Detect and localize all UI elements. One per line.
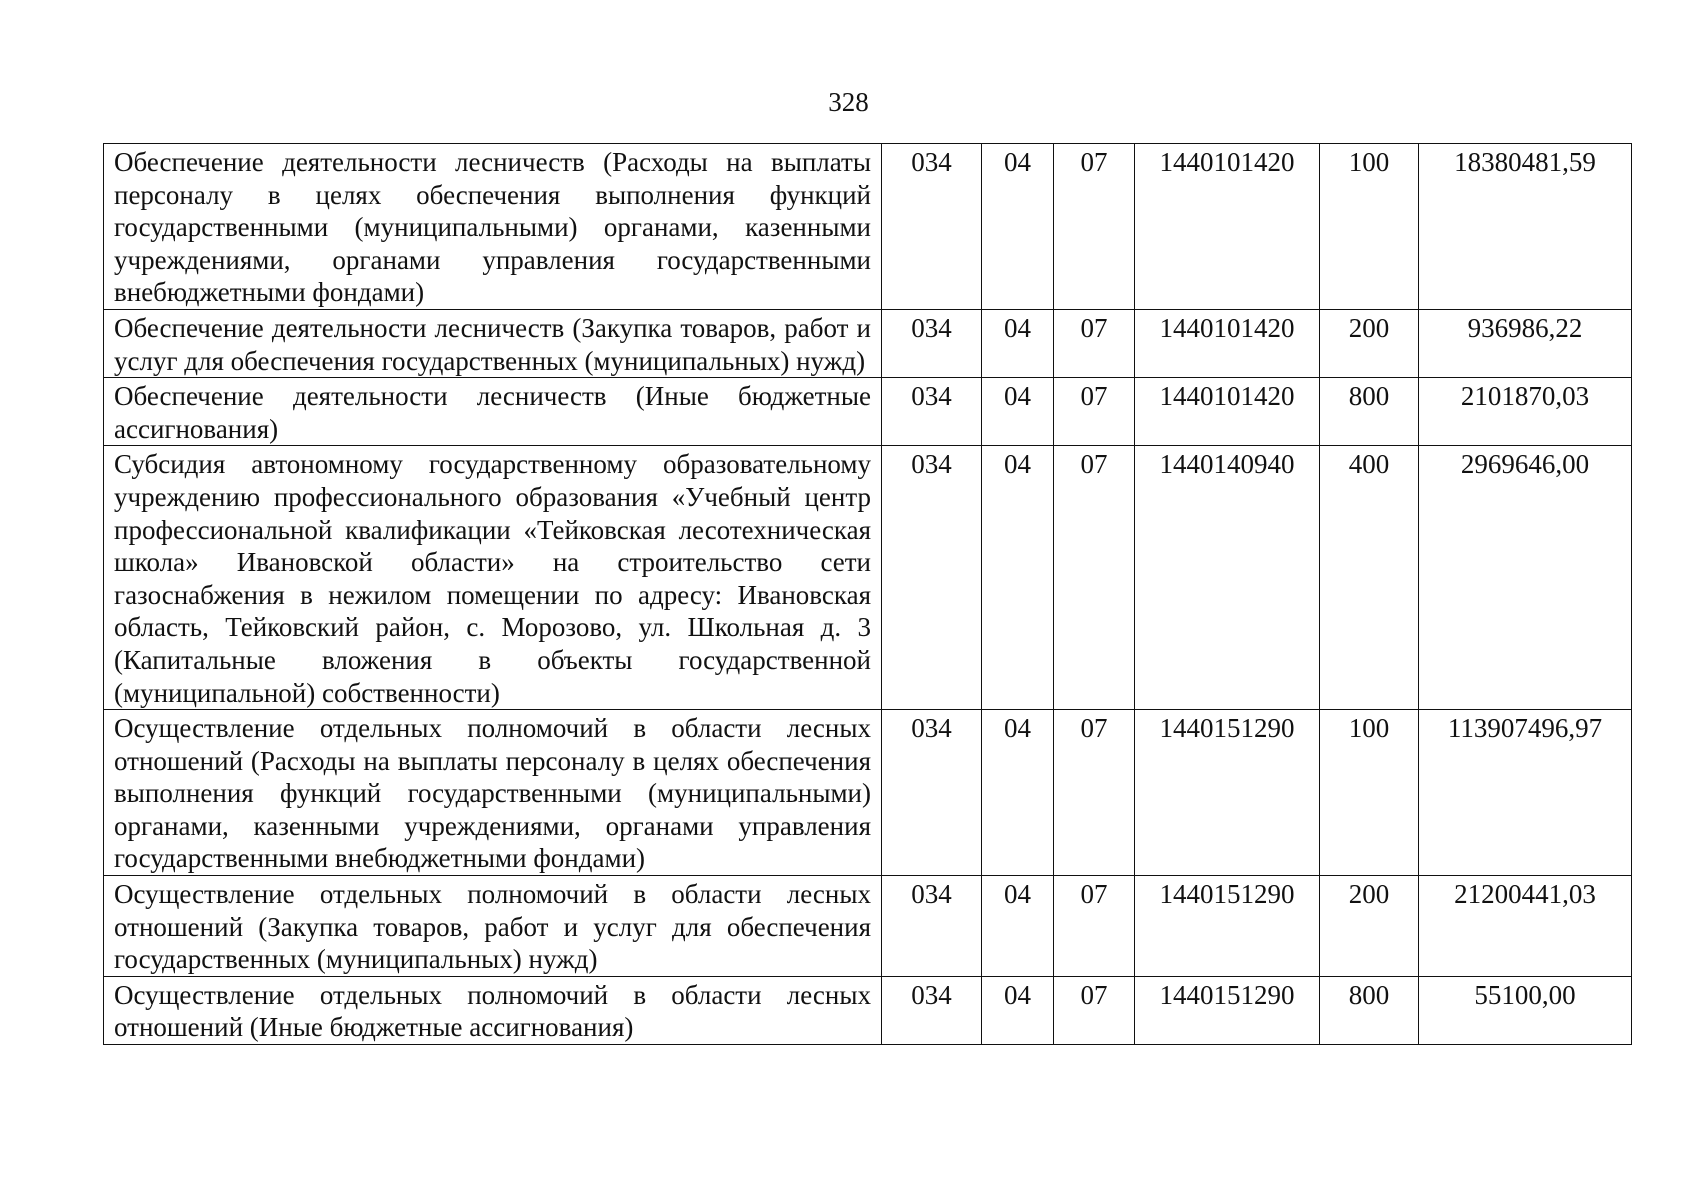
section-code: 04 <box>982 710 1054 876</box>
amount: 2101870,03 <box>1419 378 1632 446</box>
amount: 55100,00 <box>1419 976 1632 1044</box>
subsection-code: 07 <box>1054 309 1135 377</box>
expense-type-code: 100 <box>1320 710 1419 876</box>
subsection-code: 07 <box>1054 446 1135 710</box>
row-description: Субсидия автономному государственному образовательному учреждению профессионального образования «Учебный центр профессиональной квалификации «Тейковская лесотехническая школа» Ивановской области» на строительство сети газоснабжения в нежилом помещении по адресу: Ивановская область, Тейковский район, с. Морозово, ул. Школьная д. 3 (Капитальные вложения в объекты государственной (муниципальной) собственности) <box>104 446 882 710</box>
target-article-code: 1440151290 <box>1135 976 1320 1044</box>
table-row <box>104 876 1632 977</box>
section-code: 04 <box>982 976 1054 1044</box>
ministry-code: 034 <box>882 710 982 876</box>
amount: 2969646,00 <box>1419 446 1632 710</box>
amount: 936986,22 <box>1419 309 1632 377</box>
ministry-code: 034 <box>882 446 982 710</box>
target-article-code: 1440101420 <box>1135 309 1320 377</box>
page-number: 328 <box>828 87 869 117</box>
section-code: 04 <box>982 144 1054 310</box>
table-row <box>104 976 1632 1044</box>
ministry-code: 034 <box>882 976 982 1044</box>
expense-type-code: 800 <box>1320 378 1419 446</box>
budget-table <box>103 143 1632 1045</box>
row-description: Осуществление отдельных полномочий в области лесных отношений (Закупка товаров, работ и услуг для обеспечения государственных (муниципальных) нужд) <box>104 876 882 977</box>
target-article-code: 1440140940 <box>1135 446 1320 710</box>
amount: 21200441,03 <box>1419 876 1632 977</box>
subsection-code: 07 <box>1054 378 1135 446</box>
target-article-code: 1440151290 <box>1135 876 1320 977</box>
subsection-code: 07 <box>1054 144 1135 310</box>
expense-type-code: 400 <box>1320 446 1419 710</box>
target-article-code: 1440151290 <box>1135 710 1320 876</box>
row-description: Осуществление отдельных полномочий в области лесных отношений (Иные бюджетные ассигнования) <box>104 976 882 1044</box>
amount: 18380481,59 <box>1419 144 1632 310</box>
table-row <box>104 144 1632 310</box>
ministry-code: 034 <box>882 309 982 377</box>
section-code: 04 <box>982 876 1054 977</box>
ministry-code: 034 <box>882 876 982 977</box>
table-row <box>104 378 1632 446</box>
section-code: 04 <box>982 378 1054 446</box>
subsection-code: 07 <box>1054 976 1135 1044</box>
ministry-code: 034 <box>882 144 982 310</box>
table-row <box>104 309 1632 377</box>
expense-type-code: 200 <box>1320 309 1419 377</box>
amount: 113907496,97 <box>1419 710 1632 876</box>
target-article-code: 1440101420 <box>1135 144 1320 310</box>
row-description: Обеспечение деятельности лесничеств (Закупка товаров, работ и услуг для обеспечения государственных (муниципальных) нужд) <box>104 309 882 377</box>
ministry-code: 034 <box>882 378 982 446</box>
subsection-code: 07 <box>1054 710 1135 876</box>
section-code: 04 <box>982 309 1054 377</box>
section-code: 04 <box>982 446 1054 710</box>
row-description: Обеспечение деятельности лесничеств (Иные бюджетные ассигнования) <box>104 378 882 446</box>
table-row <box>104 446 1632 710</box>
row-description: Обеспечение деятельности лесничеств (Расходы на выплаты персоналу в целях обеспечения выполнения функций государственными (муниципальными) органами, казенными учреждениями, органами управления государственными внебюджетными фондами) <box>104 144 882 310</box>
target-article-code: 1440101420 <box>1135 378 1320 446</box>
expense-type-code: 800 <box>1320 976 1419 1044</box>
table-row <box>104 710 1632 876</box>
subsection-code: 07 <box>1054 876 1135 977</box>
expense-type-code: 100 <box>1320 144 1419 310</box>
expense-type-code: 200 <box>1320 876 1419 977</box>
row-description: Осуществление отдельных полномочий в области лесных отношений (Расходы на выплаты персоналу в целях обеспечения выполнения функций государственными (муниципальными) органами, казенными учреждениями, органами управления государственными внебюджетными фондами) <box>104 710 882 876</box>
